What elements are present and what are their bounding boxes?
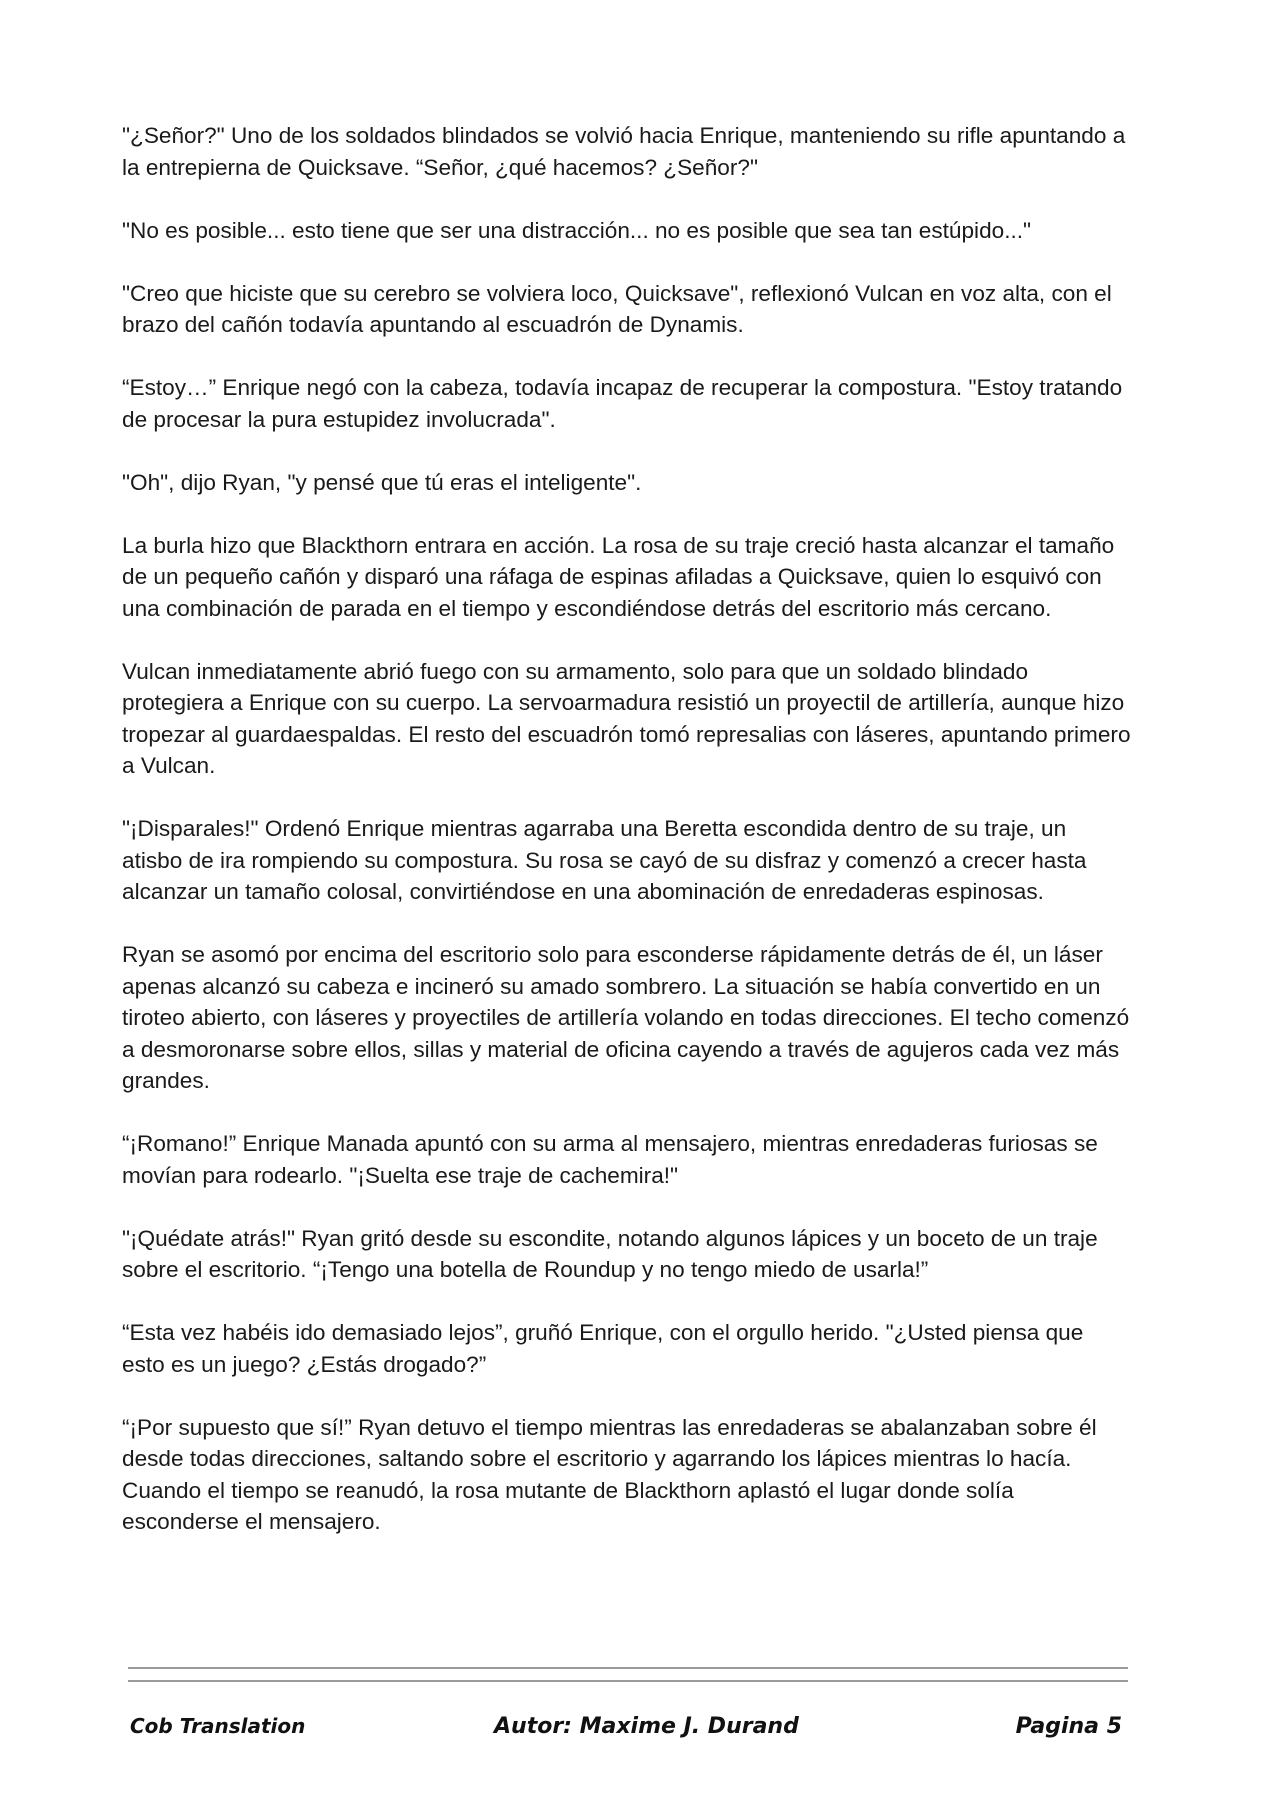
paragraph: Ryan se asomó por encima del escritorio solo para esconderse rápidamente detrás de él, un láser apenas alcanzó su cabeza e incineró su amado sombrero. La situación se había convertido en un tiroteo abierto, con láseres y proyectiles de artillería volando en todas direcciones. El techo comenzó a desmoronarse sobre ellos, sillas y material de oficina cayendo a través de agujeros cada vez más grandes. <box>122 942 1130 1093</box>
paragraph: "No es posible... esto tiene que ser una distracción... no es posible que sea tan estúpido..." <box>122 217 1032 243</box>
paragraph: Vulcan inmediatamente abrió fuego con su armamento, solo para que un soldado blindado protegiera a Enrique con su cuerpo. La servoarmadura resistió un proyectil de artillería, aunque hizo tropezar al guardaespaldas. El resto del escuadrón tomó represalias con láseres, apuntando primero a Vulcan. <box>122 658 1131 778</box>
paragraph: “¡Por supuesto que sí!” Ryan detuvo el tiempo mientras las enredaderas se abalanzaban sobre él desde todas direcciones, saltando sobre el escritorio y agarrando los lápices mientras lo hacía. Cuando el tiempo se reanudó, la rosa mutante de Blackthorn aplastó el lugar donde solía esconderse el mensajero. <box>122 1414 1097 1534</box>
paragraph: “Estoy…” Enrique negó con la cabeza, todavía incapaz de recuperar la compostura. "Estoy tratando de procesar la pura estupidez involucrada". <box>122 375 1123 432</box>
footer-page-number: Pagina 5 <box>1015 1714 1122 1739</box>
paragraph: "Oh", dijo Ryan, "y pensé que tú eras el inteligente". <box>122 469 642 495</box>
footer-divider-bottom <box>128 1680 1128 1682</box>
footer-translator: Cob Translation <box>130 1714 306 1738</box>
paragraph: "Creo que hiciste que su cerebro se volviera loco, Quicksave", reflexionó Vulcan en voz alta, con el brazo del cañón todavía apuntando al escuadrón de Dynamis. <box>122 280 1112 337</box>
paragraph: La burla hizo que Blackthorn entrara en acción. La rosa de su traje creció hasta alcanzar el tamaño de un pequeño cañón y disparó una ráfaga de espinas afiladas a Quicksave, quien lo esquivó con una combinación de parada en el tiempo y escondiéndose detrás del escritorio más cercano. <box>122 532 1115 621</box>
paragraph: “Esta vez habéis ido demasiado lejos”, gruñó Enrique, con el orgullo herido. "¿Usted piensa que esto es un juego? ¿Estás drogado?” <box>122 1320 1084 1377</box>
document-body <box>122 120 1132 1569</box>
paragraph: "¡Disparales!" Ordenó Enrique mientras agarraba una Beretta escondida dentro de su traje, un atisbo de ira rompiendo su compostura. Su rosa se cayó de su disfraz y comenzó a crecer hasta alcanzar un tamaño colosal, convirtiéndose en una abominación de enredaderas espinosas. <box>122 816 1087 904</box>
paragraph: "¿Señor?" Uno de los soldados blindados se volvió hacia Enrique, manteniendo su rifle apuntando a la entrepierna de Quicksave. “Señor, ¿qué hacemos? ¿Señor?" <box>122 123 1126 180</box>
footer-author: Autor: Maxime J. Durand <box>494 1714 799 1739</box>
paragraph: "¡Quédate atrás!" Ryan gritó desde su escondite, notando algunos lápices y un boceto de un traje sobre el escritorio. “¡Tengo una botella de Roundup y no tengo miedo de usarla!” <box>122 1225 1098 1282</box>
footer-divider-top <box>128 1667 1128 1669</box>
paragraph: “¡Romano!” Enrique Manada apuntó con su arma al mensajero, mientras enredaderas furiosas se movían para rodearlo. "¡Suelta ese traje de cachemira!" <box>122 1131 1098 1188</box>
